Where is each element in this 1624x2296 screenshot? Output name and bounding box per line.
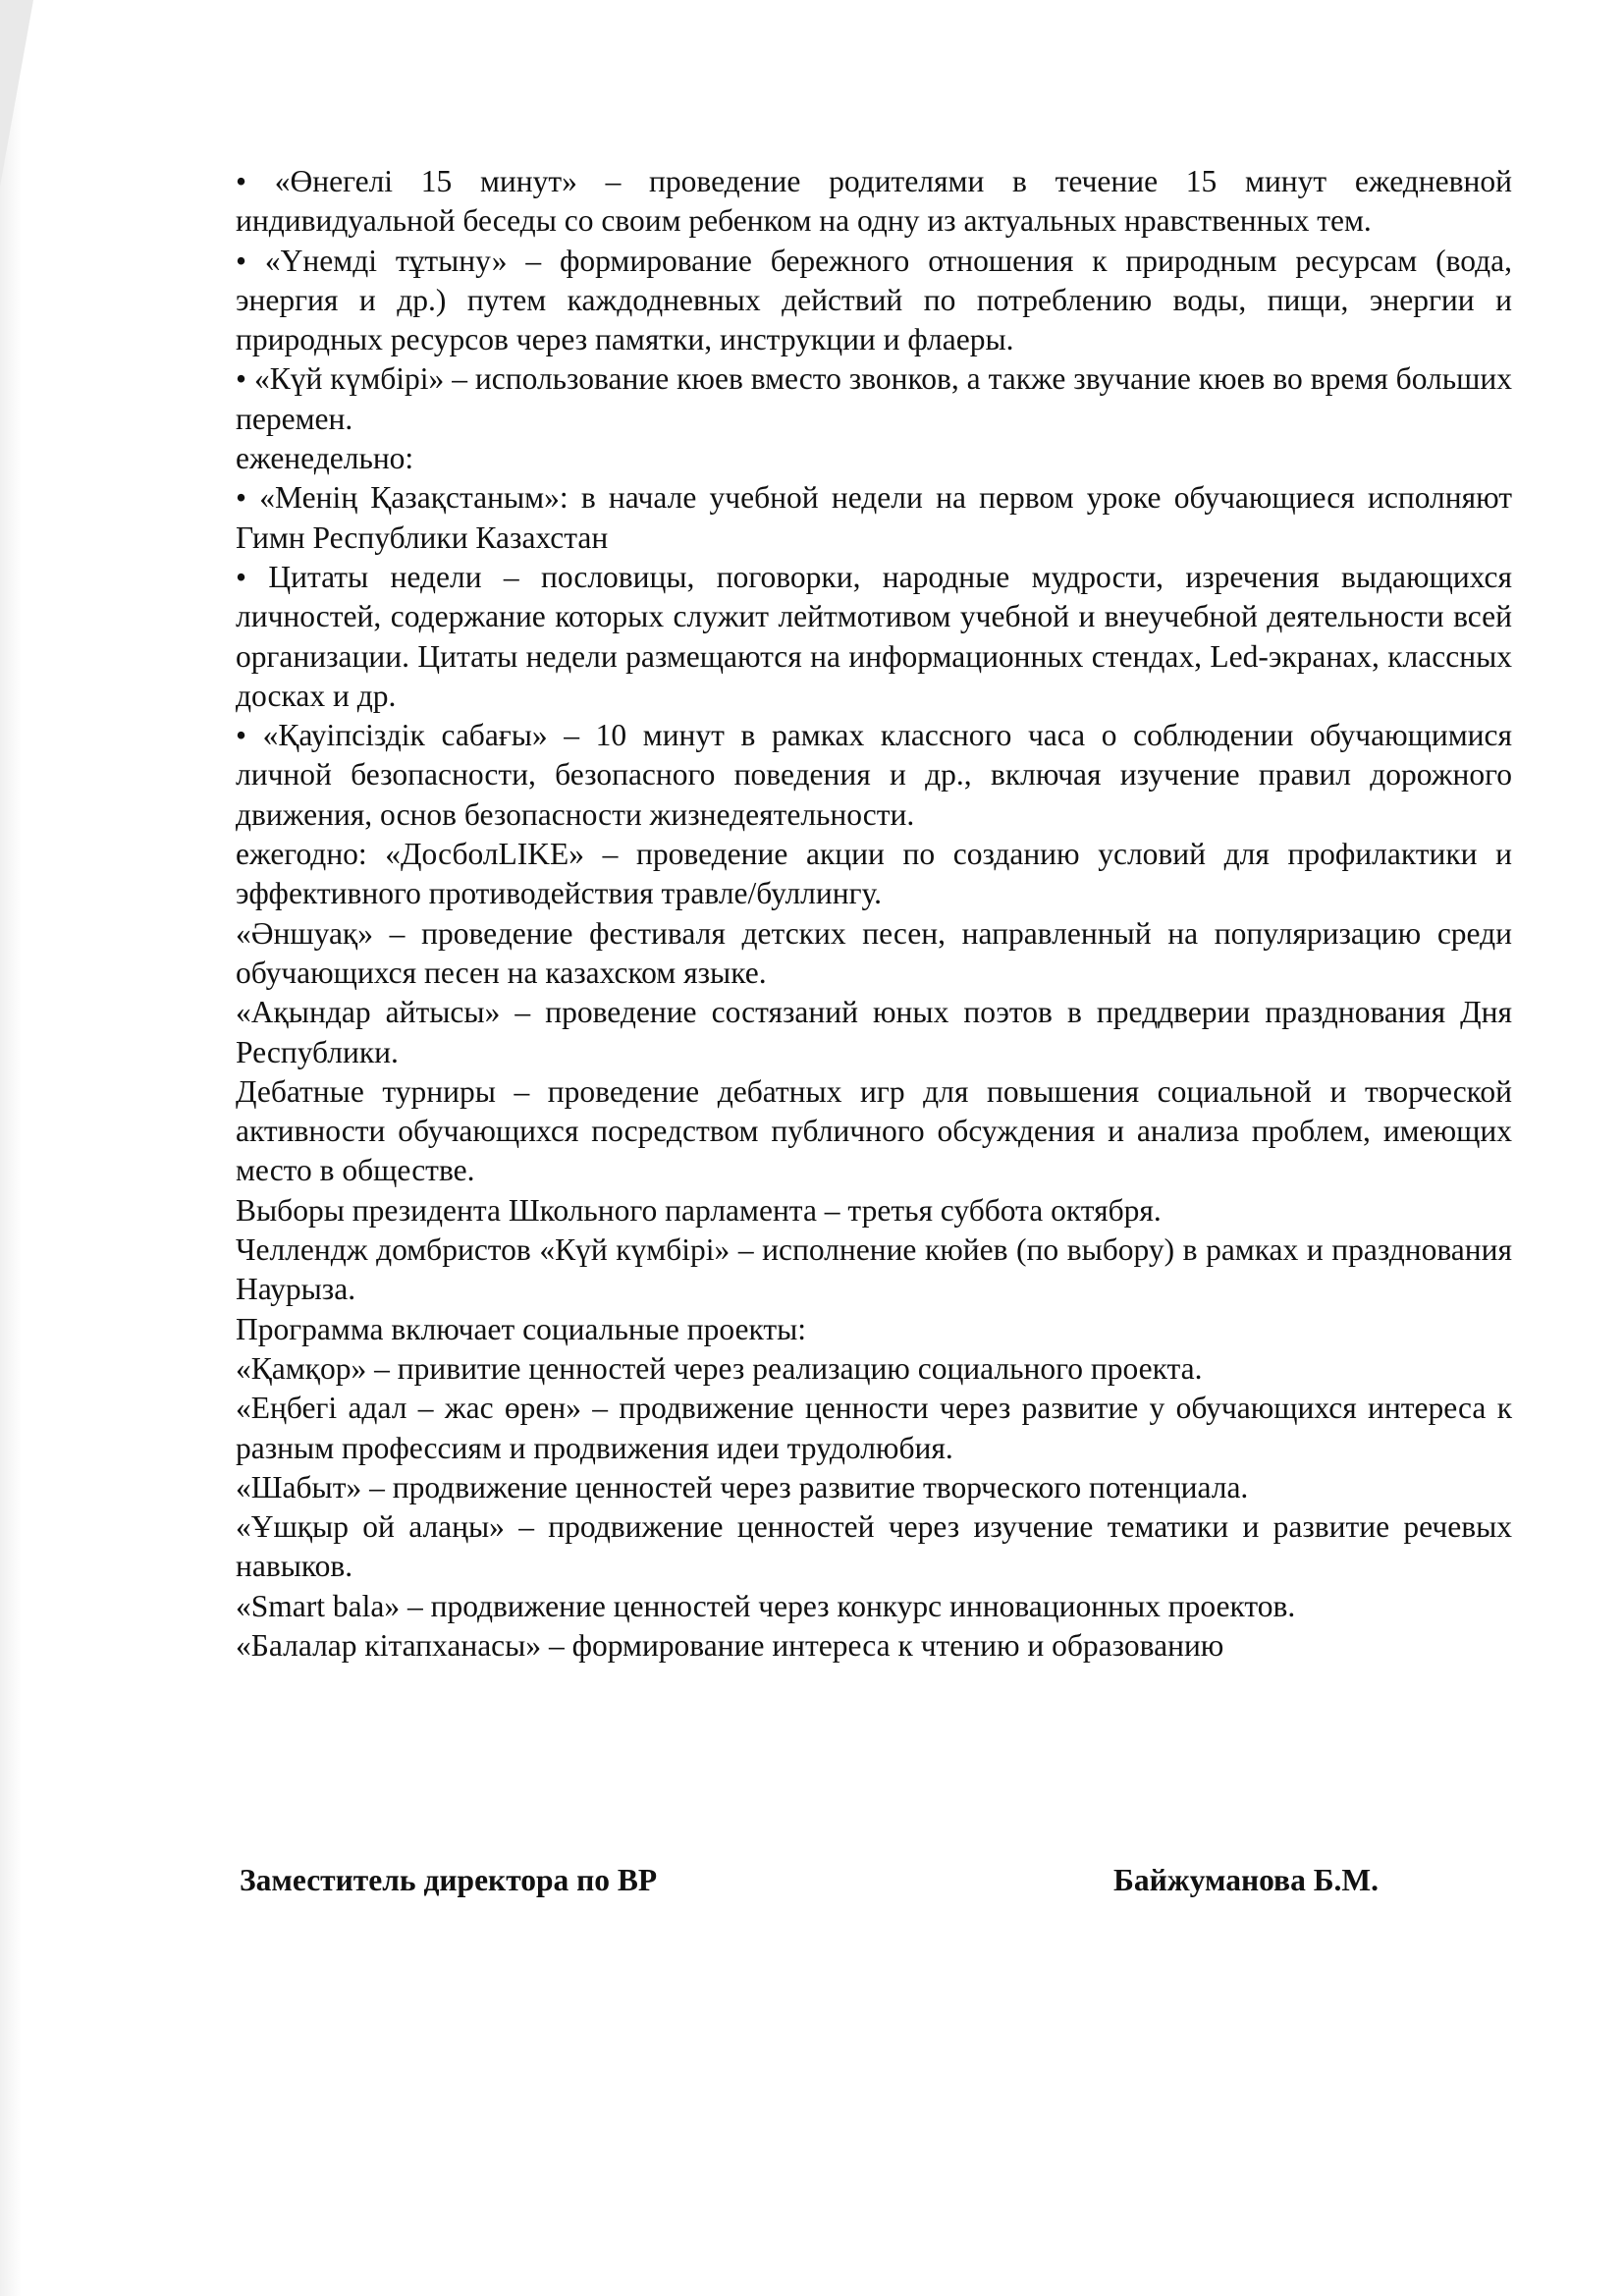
document-body <box>236 162 1512 1666</box>
paragraph-unemdi: • «Үнемді тұтыну» – формирование бережного отношения к природным ресурсам (вода, энергия и др.) путем каждодневных действий по потреблению воды, пищи, энергии и природных ресурсов через памятки, инструкции и флаеры. <box>236 243 1512 357</box>
signature-position: Заместитель директора по ВР <box>240 1863 658 1897</box>
paragraph-kui-kumbiri: • «Күй күмбірі» – использование кюев вместо звонков, а также звучание кюев во время больших перемен. <box>236 361 1512 436</box>
document-page <box>236 162 1512 1666</box>
signature-name: Байжуманова Б.М. <box>1113 1863 1379 1897</box>
paragraph-dosbol-like: ежегодно: «ДосболLIKE» – проведение акции по созданию условий для профилактики и эффективного противодействия травле/буллингу. <box>236 837 1512 911</box>
paragraph-vybory: Выборы президента Школьного парламента – третья суббота октября. <box>236 1192 1162 1228</box>
paragraph-weekly-heading: еженедельно: <box>236 441 414 476</box>
paragraph-debaty: Дебатные турниры – проведение дебатных игр для повышения социальной и творческой активности обучающихся посредством публичного обсуждения и анализа проблем, имеющих место в обществе. <box>236 1073 1512 1188</box>
paragraph-akyndar-aitysy: «Ақындар айтысы» – проведение состязаний юных поэтов в преддверии празднования Дня Республики. <box>236 995 1512 1069</box>
paragraph-kauipsizdik: • «Қауіпсіздік сабағы» – 10 минут в рамках классного часа о соблюдении обучающимися личной безопасности, безопасного поведения и др., включая изучение правил дорожного движения, основ безопасности жизнедеятельности. <box>236 718 1512 832</box>
paragraph-menin-kazakstanym: • «Менің Қазақстаным»: в начале учебной недели на первом уроке обучающиеся исполняют Гимн Республики Казахстан <box>236 480 1512 555</box>
paragraph-balalar: «Балалар кітапханасы» – формирование интереса к чтению и образованию <box>236 1627 1224 1663</box>
paragraph-kamkor: «Қамқор» – привитие ценностей через реализацию социального проекта. <box>236 1350 1203 1386</box>
paragraph-smart-bala: «Smart bala» – продвижение ценностей через конкурс инновационных проектов. <box>236 1588 1296 1623</box>
paragraph-chellendzh: Челлендж домбристов «Күй күмбірі» – исполнение кюйев (по выбору) в рамках и празднования Наурыза. <box>236 1232 1512 1307</box>
scan-corner-fold <box>0 0 33 187</box>
paragraph-citaty-nedeli: • Цитаты недели – пословицы, поговорки, народные мудрости, изречения выдающихся личностей, содержание которых служит лейтмотивом учебной и внеучебной деятельности всей организации. Цитаты недели размещаются на информационных стендах, Led-экранах, классных досках и др. <box>236 559 1512 713</box>
signature-line <box>240 1863 1379 1898</box>
paragraph-anshuak: «Әншуақ» – проведение фестиваля детских песен, направленный на популяризацию среди обучающихся песен на казахском языке. <box>236 915 1512 990</box>
scan-edge-shadow <box>0 0 22 2296</box>
paragraph-ushkyr-oi: «Ұшқыр ой алаңы» – продвижение ценностей через изучение тематики и развитие речевых навыков. <box>236 1509 1512 1584</box>
paragraph-onegeli: • «Өнегелі 15 минут» – проведение родителями в течение 15 минут ежедневной индивидуальной беседы со своим ребенком на одну из актуальных нравственных тем. <box>236 164 1512 239</box>
paragraph-enbegi-adal: «Еңбегі адал – жас өрен» – продвижение ценности через развитие у обучающихся интереса к разным профессиям и продвижения идеи трудолюбия. <box>236 1391 1512 1465</box>
paragraph-shabyt: «Шабыт» – продвижение ценностей через развитие творческого потенциала. <box>236 1469 1249 1504</box>
paragraph-programma: Программа включает социальные проекты: <box>236 1311 807 1346</box>
